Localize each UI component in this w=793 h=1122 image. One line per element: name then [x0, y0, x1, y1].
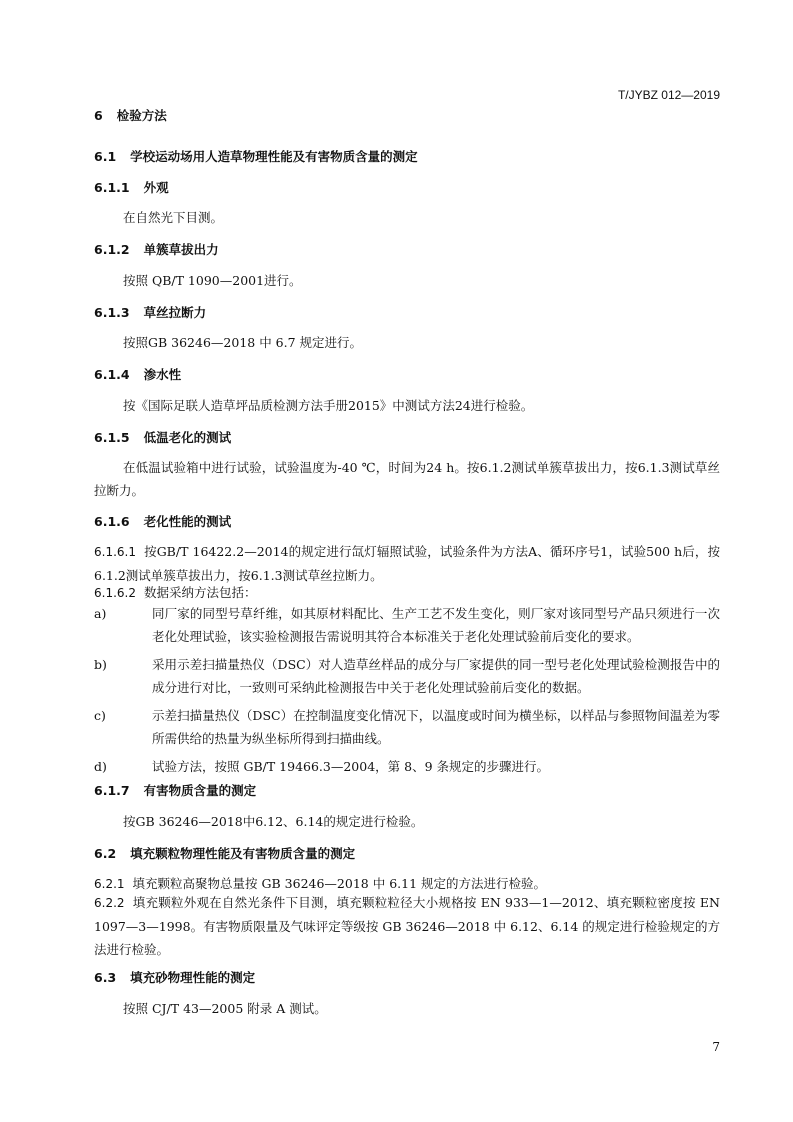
- section-6-1-4-heading: [94, 363, 720, 386]
- section-title: 填充砂物理性能的测定: [130, 970, 256, 985]
- section-number: 6.1: [94, 149, 117, 164]
- clause-number: 6.1.6.2: [94, 586, 136, 600]
- section-number: 6.1.6: [94, 514, 130, 529]
- section-title: 学校运动场用人造草物理性能及有害物质含量的测定: [130, 149, 418, 164]
- clause-number: 6.1.6.1: [94, 545, 136, 559]
- section-number: 6.1.3: [94, 305, 130, 320]
- list-item-text: 试验方法，按照 GB/T 19466.3—2004，第 8、9 条规定的步骤进行。: [152, 759, 550, 774]
- section-title: 老化性能的测试: [143, 514, 232, 529]
- clause-text: 填充颗粒高聚物总量按 GB 36246—2018 中 6.11 规定的方法进行检验。: [132, 876, 546, 891]
- clause-text: 按GB/T 16422.2—2014的规定进行氙灯辐照试验，试验条件为方法A、循环序号1，试验500 h后，按6.1.2测试单簇草拔出力，按6.1.3测试草丝拉断力。: [94, 544, 720, 583]
- section-6-1-5-text: 在低温试验箱中进行试验，试验温度为-40 ℃，时间为24 h。按6.1.2测试单簇草拔出力，按6.1.3测试草丝拉断力。: [94, 460, 720, 498]
- section-number: 6.1.5: [94, 430, 130, 445]
- clause-text: 填充颗粒外观在自然光条件下目测，填充颗粒粒径大小规格按 EN 933—1—2012、填充颗粒密度按 EN 1097—3—1998。有害物质限量及气味评定等级按 GB 36246—2018 中 6.12、6.14 的规定进行检验规定的方法进行检验。: [94, 895, 720, 957]
- section-title: 低温老化的测试: [143, 430, 232, 445]
- section-6-1-7-heading: [94, 779, 720, 802]
- section-title: 检验方法: [116, 108, 167, 123]
- section-title: 渗水性: [143, 367, 182, 382]
- section-number: 6.2: [94, 846, 117, 861]
- section-6-2-heading: [94, 842, 720, 865]
- section-number: 6.1.4: [94, 367, 130, 382]
- list-item-text: 采用示差扫描量热仪（DSC）对人造草丝样品的成分与厂家提供的同一型号老化处理试验检测报告中的成分进行对比，一致则可采纳此检测报告中关于老化处理试验前后变化的数据。: [152, 657, 720, 695]
- section-number: 6: [94, 108, 103, 123]
- section-6-1-6-heading: [94, 510, 720, 533]
- clause-number: 6.2.1: [94, 877, 125, 891]
- list-item-label: b): [94, 657, 107, 672]
- clause-6-1-6-1: [94, 540, 720, 587]
- standard-code: T/JYBZ 012—2019: [617, 88, 720, 102]
- section-6-1-7-text: 按GB 36246—2018中6.12、6.14的规定进行检验。: [123, 814, 424, 829]
- list-item: [94, 704, 720, 750]
- section-6-1-1-heading: [94, 176, 720, 199]
- section-title: 外观: [143, 180, 169, 195]
- list-item-label: c): [94, 708, 106, 723]
- section-number: 6.3: [94, 970, 117, 985]
- list-items: [94, 602, 720, 778]
- list-item-text: 示差扫描量热仪（DSC）在控制温度变化情况下，以温度或时间为横坐标，以样品与参照物间温差为零所需供给的热量为纵坐标所得到扫描曲线。: [152, 708, 720, 746]
- list-item-label: a): [94, 606, 107, 621]
- section-6-1-2-text: 按照 QB/T 1090—2001进行。: [123, 273, 302, 288]
- section-6-heading: [94, 104, 720, 127]
- list-item: [94, 755, 720, 778]
- list-item-label: d): [94, 759, 107, 774]
- list-item: [94, 602, 720, 648]
- section-title: 草丝拉断力: [143, 305, 207, 320]
- section-6-1-4-text: 按《国际足联人造草坪品质检测方法手册2015》中测试方法24进行检验。: [123, 398, 534, 413]
- list-item-text: 同厂家的同型号草纤维，如其原材料配比、生产工艺不发生变化，则厂家对该同型号产品只须进行一次老化处理试验，该实验检测报告需说明其符合本标准关于老化处理试验前后变化的要求。: [152, 606, 720, 644]
- section-6-1-3-text: 按照GB 36246—2018 中 6.7 规定进行。: [123, 335, 363, 350]
- section-title: 填充颗粒物理性能及有害物质含量的测定: [130, 846, 356, 861]
- section-6-1-heading: [94, 145, 720, 168]
- list-item: [94, 653, 720, 699]
- section-number: 6.1.1: [94, 180, 130, 195]
- section-6-1-2-heading: [94, 238, 720, 261]
- clause-text: 数据采纳方法包括：: [143, 585, 257, 600]
- section-title: 有害物质含量的测定: [143, 783, 257, 798]
- clause-6-2-2: [94, 891, 720, 961]
- section-6-3-text: 按照 CJ/T 43—2005 附录 A 测试。: [123, 1001, 327, 1016]
- section-number: 6.1.2: [94, 242, 130, 257]
- page-number: 7: [712, 1040, 720, 1054]
- section-number: 6.1.7: [94, 783, 130, 798]
- section-6-1-1-text: 在自然光下目测。: [123, 210, 224, 225]
- section-6-1-5-heading: [94, 426, 720, 449]
- section-title: 单簇草拔出力: [143, 242, 219, 257]
- clause-number: 6.2.2: [94, 896, 125, 910]
- section-6-1-3-heading: [94, 301, 720, 324]
- section-6-3-heading: [94, 966, 720, 989]
